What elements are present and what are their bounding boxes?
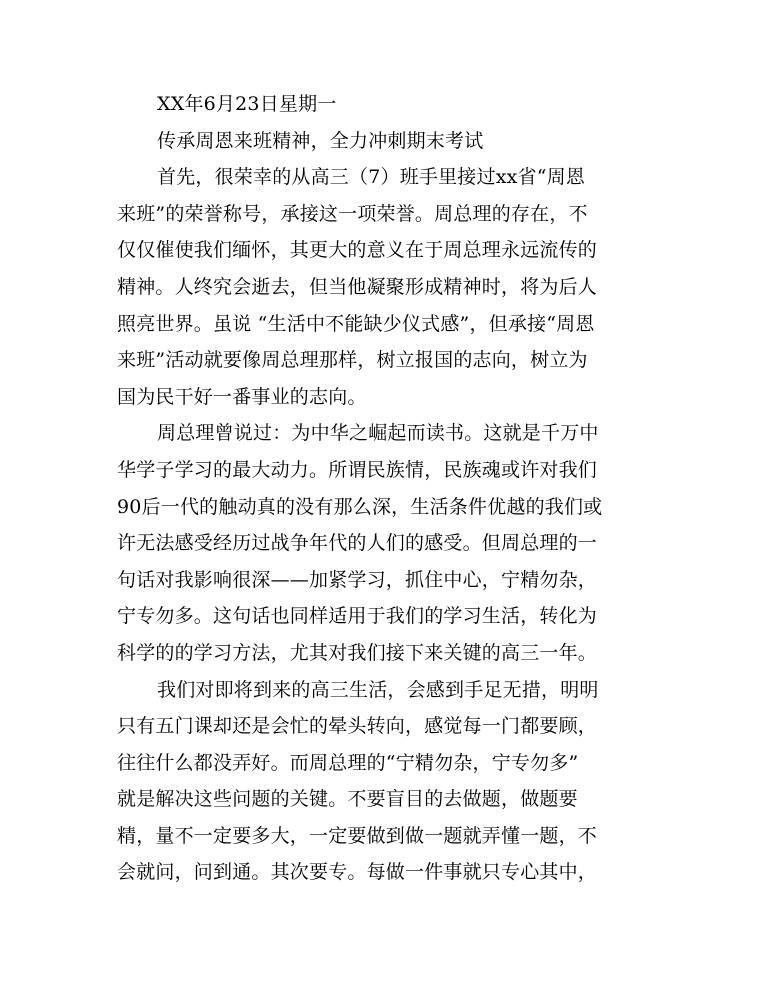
paragraph-line: 许无法感受经历过战争年代的人们的感受。但周总理的一: [117, 532, 598, 555]
paragraph-line: 来班”活动就要像周总理那样，树立报国的志向，树立为: [117, 349, 588, 372]
paragraph-3: [117, 672, 647, 892]
paragraph-line: 90后一代的触动真的没有那么深，生活条件优越的我们或: [117, 495, 603, 518]
paragraph-1: [117, 159, 647, 415]
paragraph-line: 照亮世界。虽说 “生活中不能缺少仪式感”，但承接“周恩: [117, 312, 595, 335]
document-body: [117, 86, 647, 891]
paragraph-line: 科学的的学习方法，尤其对我们接下来关键的高三一年。: [117, 641, 598, 664]
paragraph-line: 来班”的荣誉称号，承接这一项荣誉。周总理的存在，不: [117, 202, 588, 225]
paragraph-2: [117, 415, 647, 671]
paragraph-line: 句话对我影响很深——加紧学习，抓住中心，宁精勿杂，: [117, 568, 598, 591]
paragraph-line: 精神。人终究会逝去，但当他凝聚形成精神时，将为后人: [117, 275, 598, 298]
paragraph-line: 首先，很荣幸的从高三（7）班手里接过xx省“周恩: [157, 166, 586, 189]
paragraph-line: 我们对即将到来的高三生活，会感到手足无措，明明: [157, 678, 599, 701]
date-line: XX年6月23日星期一: [157, 93, 337, 115]
paragraph-line: 宁专勿多。这句话也同样适用于我们的学习生活，转化为: [117, 605, 598, 628]
paragraph-line: 只有五门课却还是会忙的晕头转向，感觉每一门都要顾，: [117, 715, 598, 738]
paragraph-line: 就是解决这些问题的关键。不要盲目的去做题，做题要: [117, 788, 578, 811]
paragraph-line: 周总理曾说过：为中华之崛起而读书。这就是千万中: [157, 422, 599, 445]
paragraph-line: 会就问，问到通。其次要专。每做一件事就只专心其中，: [117, 861, 598, 884]
paragraph-line: 往往什么都没弄好。而周总理的“宁精勿杂，宁专勿多”: [117, 751, 579, 774]
paragraph-line: 仅仅催使我们缅怀，其更大的意义在于周总理永远流传的: [117, 239, 598, 262]
paragraph-line: 精，量不一定要多大，一定要做到做一题就弄懂一题，不: [117, 824, 598, 847]
paragraph-line: 国为民干好一番事业的志向。: [117, 385, 367, 408]
document-title: 传承周恩来班精神，全力冲刺期末考试: [157, 129, 484, 152]
paragraph-line: 华学子学习的最大动力。所谓民族情，民族魂或许对我们: [117, 458, 598, 481]
